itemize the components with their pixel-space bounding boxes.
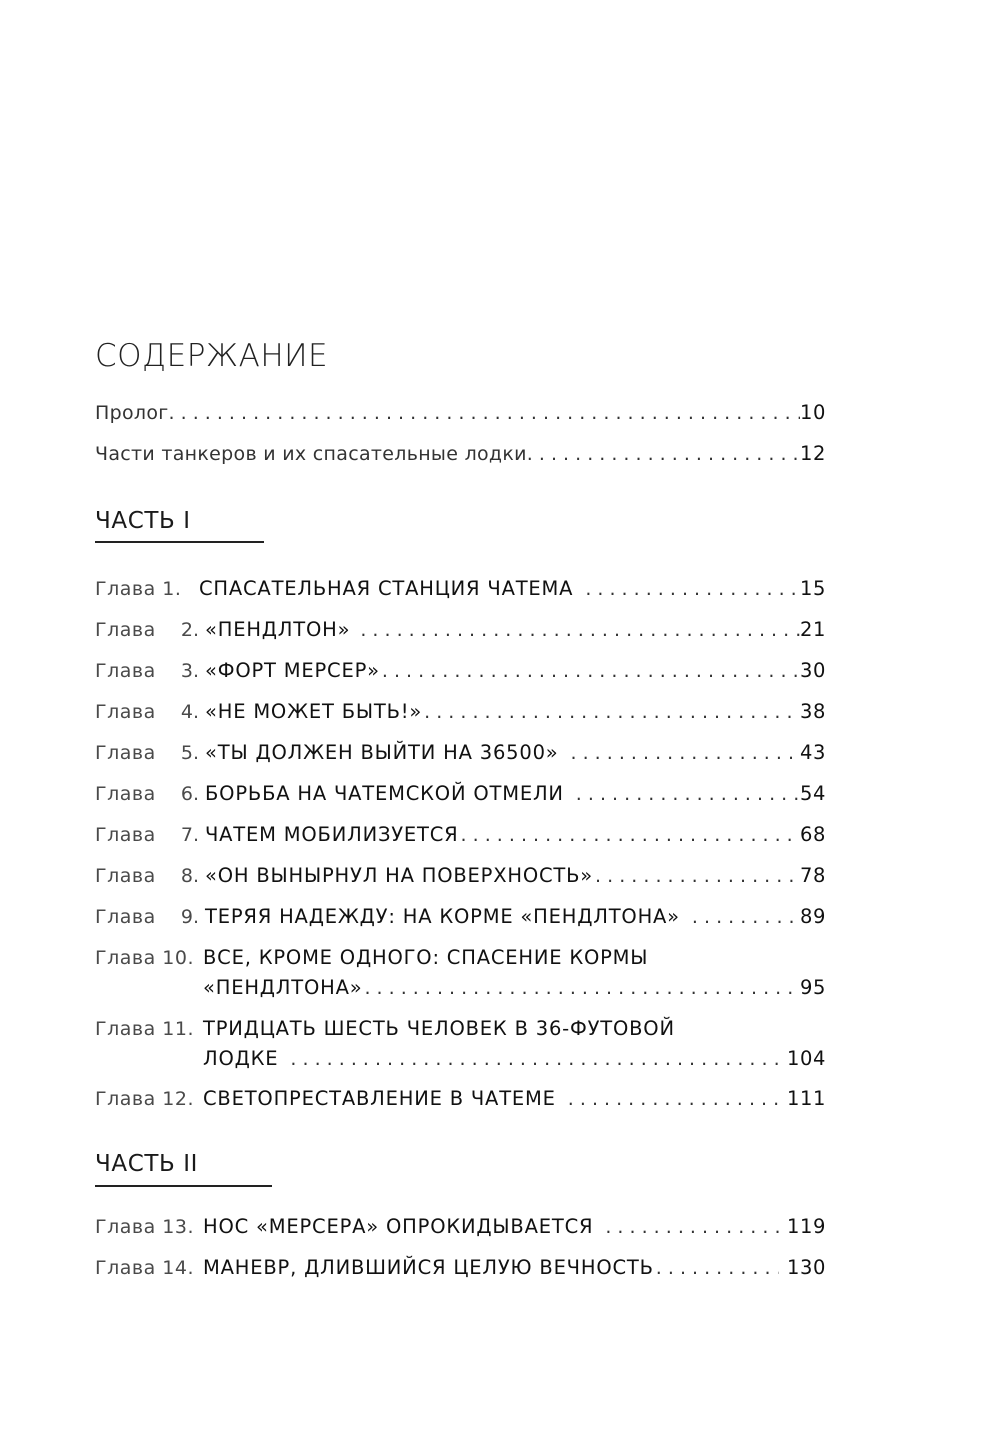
chapter-number: 6. xyxy=(180,783,199,805)
page-number: 10 xyxy=(799,401,826,424)
leader-dots xyxy=(360,613,800,647)
chapter-number: 8. xyxy=(180,865,199,887)
leader-dots xyxy=(576,777,800,811)
page-number: 68 xyxy=(799,823,826,846)
leader-dots xyxy=(527,437,800,471)
page-number: 111 xyxy=(786,1087,826,1110)
page-number: 95 xyxy=(799,976,826,999)
chapter-label: Глава xyxy=(95,906,156,928)
chapter-title: МАНЕВР, ДЛИВШИЙСЯ ЦЕЛУЮ ВЕЧНОСТЬ xyxy=(203,1256,654,1279)
leader-dots xyxy=(692,900,800,934)
chapter-title-block xyxy=(203,941,826,1005)
leader-dots xyxy=(169,396,800,430)
chapter-title: ТРИДЦАТЬ ШЕСТЬ ЧЕЛОВЕК В 36-ФУТОВОЙ xyxy=(203,1017,675,1040)
chapter-label: Глава xyxy=(95,619,156,641)
chapter-title: СПАСАТЕЛЬНАЯ СТАНЦИЯ ЧАТЕМА xyxy=(199,577,574,600)
toc-entry-chapter-13[interactable] xyxy=(95,1210,826,1244)
chapter-title-cont: ЛОДКЕ xyxy=(203,1047,279,1070)
toc-entry-tankers[interactable] xyxy=(95,437,826,471)
leader-dots xyxy=(424,695,800,729)
page-number: 15 xyxy=(799,577,826,600)
chapter-label: Глава 1. xyxy=(95,578,182,600)
chapter-number: 5. xyxy=(180,742,199,764)
toc-entry-chapter-2[interactable] xyxy=(95,613,826,647)
leader-dots xyxy=(585,572,800,606)
chapter-label: Глава 12. xyxy=(95,1088,194,1110)
chapter-label: Глава xyxy=(95,865,156,887)
toc-entry-chapter-11[interactable] xyxy=(95,1012,826,1076)
leader-dots xyxy=(656,1251,779,1285)
leader-dots xyxy=(605,1210,779,1244)
chapter-title: ВСЕ, КРОМЕ ОДНОГО: СПАСЕНИЕ КОРМЫ xyxy=(203,946,649,969)
chapter-title: «НЕ МОЖЕТ БЫТЬ!» xyxy=(205,700,423,723)
chapter-label: Глава xyxy=(95,824,156,846)
chapter-title: СВЕТОПРЕСТАВЛЕНИЕ В ЧАТЕМЕ xyxy=(203,1087,556,1110)
leader-dots xyxy=(364,971,800,1005)
part-heading-2: ЧАСТЬ II xyxy=(95,1151,199,1177)
entry-label: Части танкеров и их спасательные лодки xyxy=(95,443,527,465)
toc-entry-chapter-7[interactable] xyxy=(95,818,826,852)
chapter-number: 2. xyxy=(180,619,199,641)
chapter-title: «ТЫ ДОЛЖЕН ВЫЙТИ НА 36500» xyxy=(205,741,559,764)
leader-dots xyxy=(595,859,800,893)
part-heading-1: ЧАСТЬ I xyxy=(95,508,191,534)
toc-entry-chapter-10[interactable] xyxy=(95,941,826,1005)
page-number: 21 xyxy=(799,618,826,641)
page-number: 12 xyxy=(799,442,826,465)
page-number: 54 xyxy=(799,782,826,805)
chapter-title: «ОН ВЫНЫРНУЛ НА ПОВЕРХНОСТЬ» xyxy=(205,864,594,887)
page-title: СОДЕРЖАНИЕ xyxy=(95,338,329,374)
page-number: 89 xyxy=(799,905,826,928)
chapter-title: БОРЬБА НА ЧАТЕМСКОЙ ОТМЕЛИ xyxy=(205,782,564,805)
page-number: 130 xyxy=(786,1256,826,1279)
page-number: 43 xyxy=(799,741,826,764)
toc-entry-chapter-5[interactable] xyxy=(95,736,826,770)
leader-dots xyxy=(461,818,800,852)
chapter-title: НОС «МЕРСЕРА» ОПРОКИДЫВАЕТСЯ xyxy=(203,1215,594,1238)
chapter-label: Глава xyxy=(95,701,156,723)
page-number: 104 xyxy=(786,1047,826,1070)
chapter-title-cont: «ПЕНДЛТОНА» xyxy=(203,976,363,999)
entry-label: Пролог xyxy=(95,402,169,424)
chapter-label: Глава 14. xyxy=(95,1257,194,1279)
chapter-label: Глава xyxy=(95,660,156,682)
chapter-number: 9. xyxy=(180,906,199,928)
chapter-title: «ФОРТ МЕРСЕР» xyxy=(205,659,380,682)
page-number: 119 xyxy=(786,1215,826,1238)
toc-entry-chapter-6[interactable] xyxy=(95,777,826,811)
toc-entry-chapter-9[interactable] xyxy=(95,900,826,934)
chapter-title: ЧАТЕМ МОБИЛИЗУЕТСЯ xyxy=(205,823,459,846)
leader-dots xyxy=(571,736,800,770)
toc-entry-chapter-8[interactable] xyxy=(95,859,826,893)
toc-entry-chapter-12[interactable] xyxy=(95,1082,826,1116)
chapter-number: 4. xyxy=(180,701,199,723)
page-number: 78 xyxy=(799,864,826,887)
toc-entry-chapter-3[interactable] xyxy=(95,654,826,688)
chapter-label: Глава xyxy=(95,742,156,764)
chapter-title: ТЕРЯЯ НАДЕЖДУ: НА КОРМЕ «ПЕНДЛТОНА» xyxy=(205,905,680,928)
page-number: 30 xyxy=(799,659,826,682)
leader-dots xyxy=(290,1042,779,1076)
part-rule-1 xyxy=(95,541,264,543)
chapter-number: 3. xyxy=(180,660,199,682)
chapter-label: Глава 10. xyxy=(95,947,194,969)
toc-entry-chapter-1[interactable] xyxy=(95,572,826,606)
toc-entry-chapter-4[interactable] xyxy=(95,695,826,729)
part-rule-2 xyxy=(95,1185,272,1187)
chapter-title-block xyxy=(203,1012,826,1076)
page-number: 38 xyxy=(799,700,826,723)
chapter-label: Глава xyxy=(95,783,156,805)
chapter-title: «ПЕНДЛТОН» xyxy=(205,618,351,641)
toc-entry-chapter-14[interactable] xyxy=(95,1251,826,1285)
leader-dots xyxy=(568,1082,779,1116)
chapter-number: 7. xyxy=(180,824,199,846)
leader-dots xyxy=(382,654,800,688)
chapter-label: Глава 11. xyxy=(95,1018,194,1040)
chapter-label: Глава 13. xyxy=(95,1216,194,1238)
toc-entry-prologue[interactable] xyxy=(95,396,826,430)
